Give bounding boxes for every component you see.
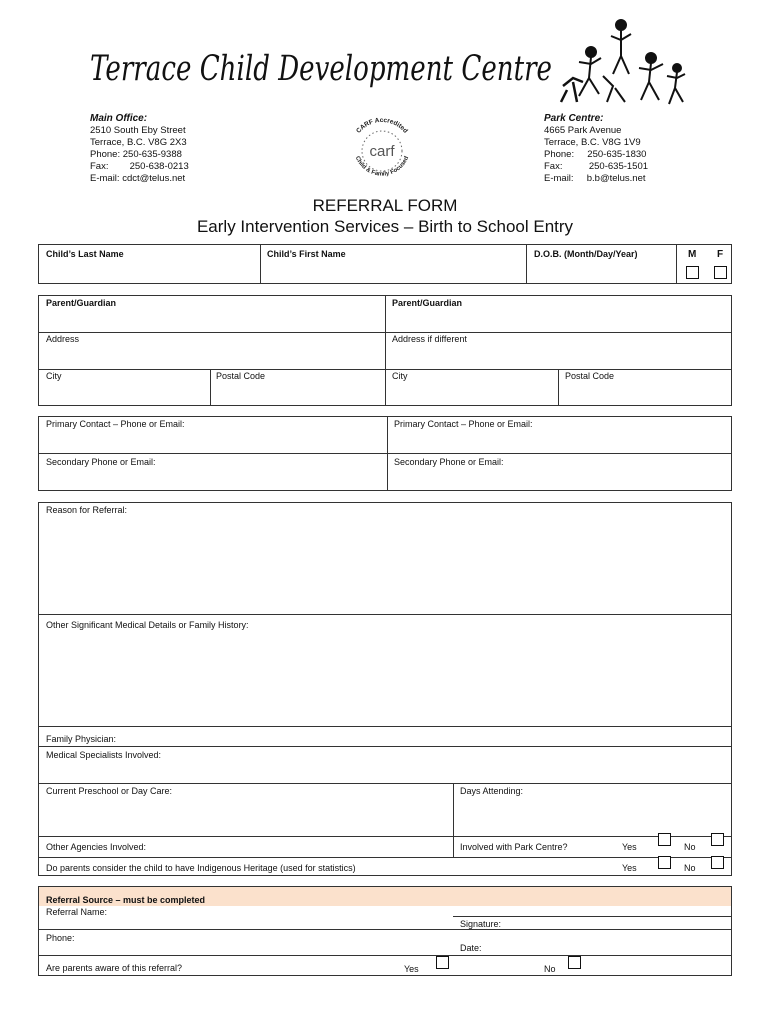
aware-yes-label: Yes xyxy=(404,964,419,974)
main-office-heading: Main Office: xyxy=(90,113,148,124)
specialists-label: Medical Specialists Involved: xyxy=(46,750,162,760)
main-office-block xyxy=(90,113,189,185)
park-centre-line: 4665 Park Avenue xyxy=(544,125,622,136)
child-last-name-label: Child’s Last Name xyxy=(46,249,124,259)
main-office-line: Fax: 250-638-0213 xyxy=(90,161,189,172)
aware-no-checkbox[interactable] xyxy=(568,956,581,969)
main-office-line: Phone: 250-635-9388 xyxy=(90,149,182,160)
aware-yes-checkbox[interactable] xyxy=(436,956,449,969)
org-name-logo xyxy=(88,36,558,96)
seal-top-text: CARF Accredited xyxy=(355,116,409,135)
main-office-line: E-mail: cdct@telus.net xyxy=(90,173,186,184)
sex-m-label: M xyxy=(688,249,697,260)
park-centre-block xyxy=(544,113,648,185)
indigenous-no-label: No xyxy=(684,863,696,873)
park-centre-line: Phone: 250-635-1830 xyxy=(544,149,647,160)
park-centre-involved-label: Involved with Park Centre? xyxy=(460,842,568,852)
referral-source-heading: Referral Source – must be completed xyxy=(46,895,206,905)
svg-text:CARF Accredited xyxy=(355,117,409,135)
park-yes-label: Yes xyxy=(622,842,637,852)
address-different-label: Address if different xyxy=(392,334,467,344)
main-office-line: 2510 South Eby Street xyxy=(90,125,186,136)
referral-phone-label: Phone: xyxy=(46,933,75,943)
details-section xyxy=(38,502,732,876)
postal-code-2-label: Postal Code xyxy=(565,371,615,381)
secondary-contact-1-label: Secondary Phone or Email: xyxy=(46,457,156,467)
park-no-label: No xyxy=(684,842,696,852)
referral-name-label: Referral Name: xyxy=(46,907,108,917)
indigenous-label: Do parents consider the child to have Indigenous Heritage (used for statistics) xyxy=(46,863,356,873)
primary-contact-1-label: Primary Contact – Phone or Email: xyxy=(46,419,185,429)
sex-f-label: F xyxy=(717,249,724,260)
sex-m-checkbox[interactable] xyxy=(686,266,699,279)
indigenous-no-checkbox[interactable] xyxy=(711,856,724,869)
signature-label: Signature: xyxy=(460,919,502,929)
sex-f-checkbox[interactable] xyxy=(714,266,727,279)
park-yes-checkbox[interactable] xyxy=(658,833,671,846)
referral-date-label: Date: xyxy=(460,943,482,953)
park-centre-heading: Park Centre: xyxy=(544,113,604,124)
other-agencies-label: Other Agencies Involved: xyxy=(46,842,147,852)
postal-code-1-label: Postal Code xyxy=(216,371,266,381)
preschool-label: Current Preschool or Day Care: xyxy=(46,786,173,796)
secondary-contact-2-label: Secondary Phone or Email: xyxy=(394,457,504,467)
park-no-checkbox[interactable] xyxy=(711,833,724,846)
park-centre-line: Terrace, B.C. V8G 1V9 xyxy=(544,137,641,148)
org-name-text: Terrace Child Development Centre xyxy=(90,49,552,89)
guardian-2-label: Parent/Guardian xyxy=(392,298,463,308)
form-title: REFERRAL FORM xyxy=(312,196,458,215)
medical-history-label: Other Significant Medical Details or Family History: xyxy=(46,620,249,630)
guardian-1-label: Parent/Guardian xyxy=(46,298,117,308)
city-2-label: City xyxy=(392,371,408,381)
carf-seal xyxy=(343,113,421,189)
address-label: Address xyxy=(46,334,80,344)
indigenous-yes-label: Yes xyxy=(622,863,637,873)
form-subtitle: Early Intervention Services – Birth to School Entry xyxy=(196,217,574,236)
parents-aware-label: Are parents aware of this referral? xyxy=(46,963,183,973)
indigenous-yes-checkbox[interactable] xyxy=(658,856,671,869)
reason-label: Reason for Referral: xyxy=(46,505,128,515)
city-1-label: City xyxy=(46,371,62,381)
seal-bottom-text: Child & Family Focused xyxy=(353,155,411,178)
primary-contact-2-label: Primary Contact – Phone or Email: xyxy=(394,419,533,429)
family-physician-label: Family Physician: xyxy=(46,734,117,744)
child-first-name-label: Child’s First Name xyxy=(267,249,346,259)
dob-label: D.O.B. (Month/Day/Year) xyxy=(534,249,638,259)
seal-mid-text: carf xyxy=(369,143,395,160)
aware-no-label: No xyxy=(544,964,556,974)
park-centre-line: E-mail: b.b@telus.net xyxy=(544,173,646,184)
children-illustration xyxy=(555,16,690,108)
days-attending-label: Days Attending: xyxy=(460,786,524,796)
main-office-line: Terrace, B.C. V8G 2X3 xyxy=(90,137,187,148)
park-centre-line: Fax: 250-635-1501 xyxy=(544,161,649,172)
